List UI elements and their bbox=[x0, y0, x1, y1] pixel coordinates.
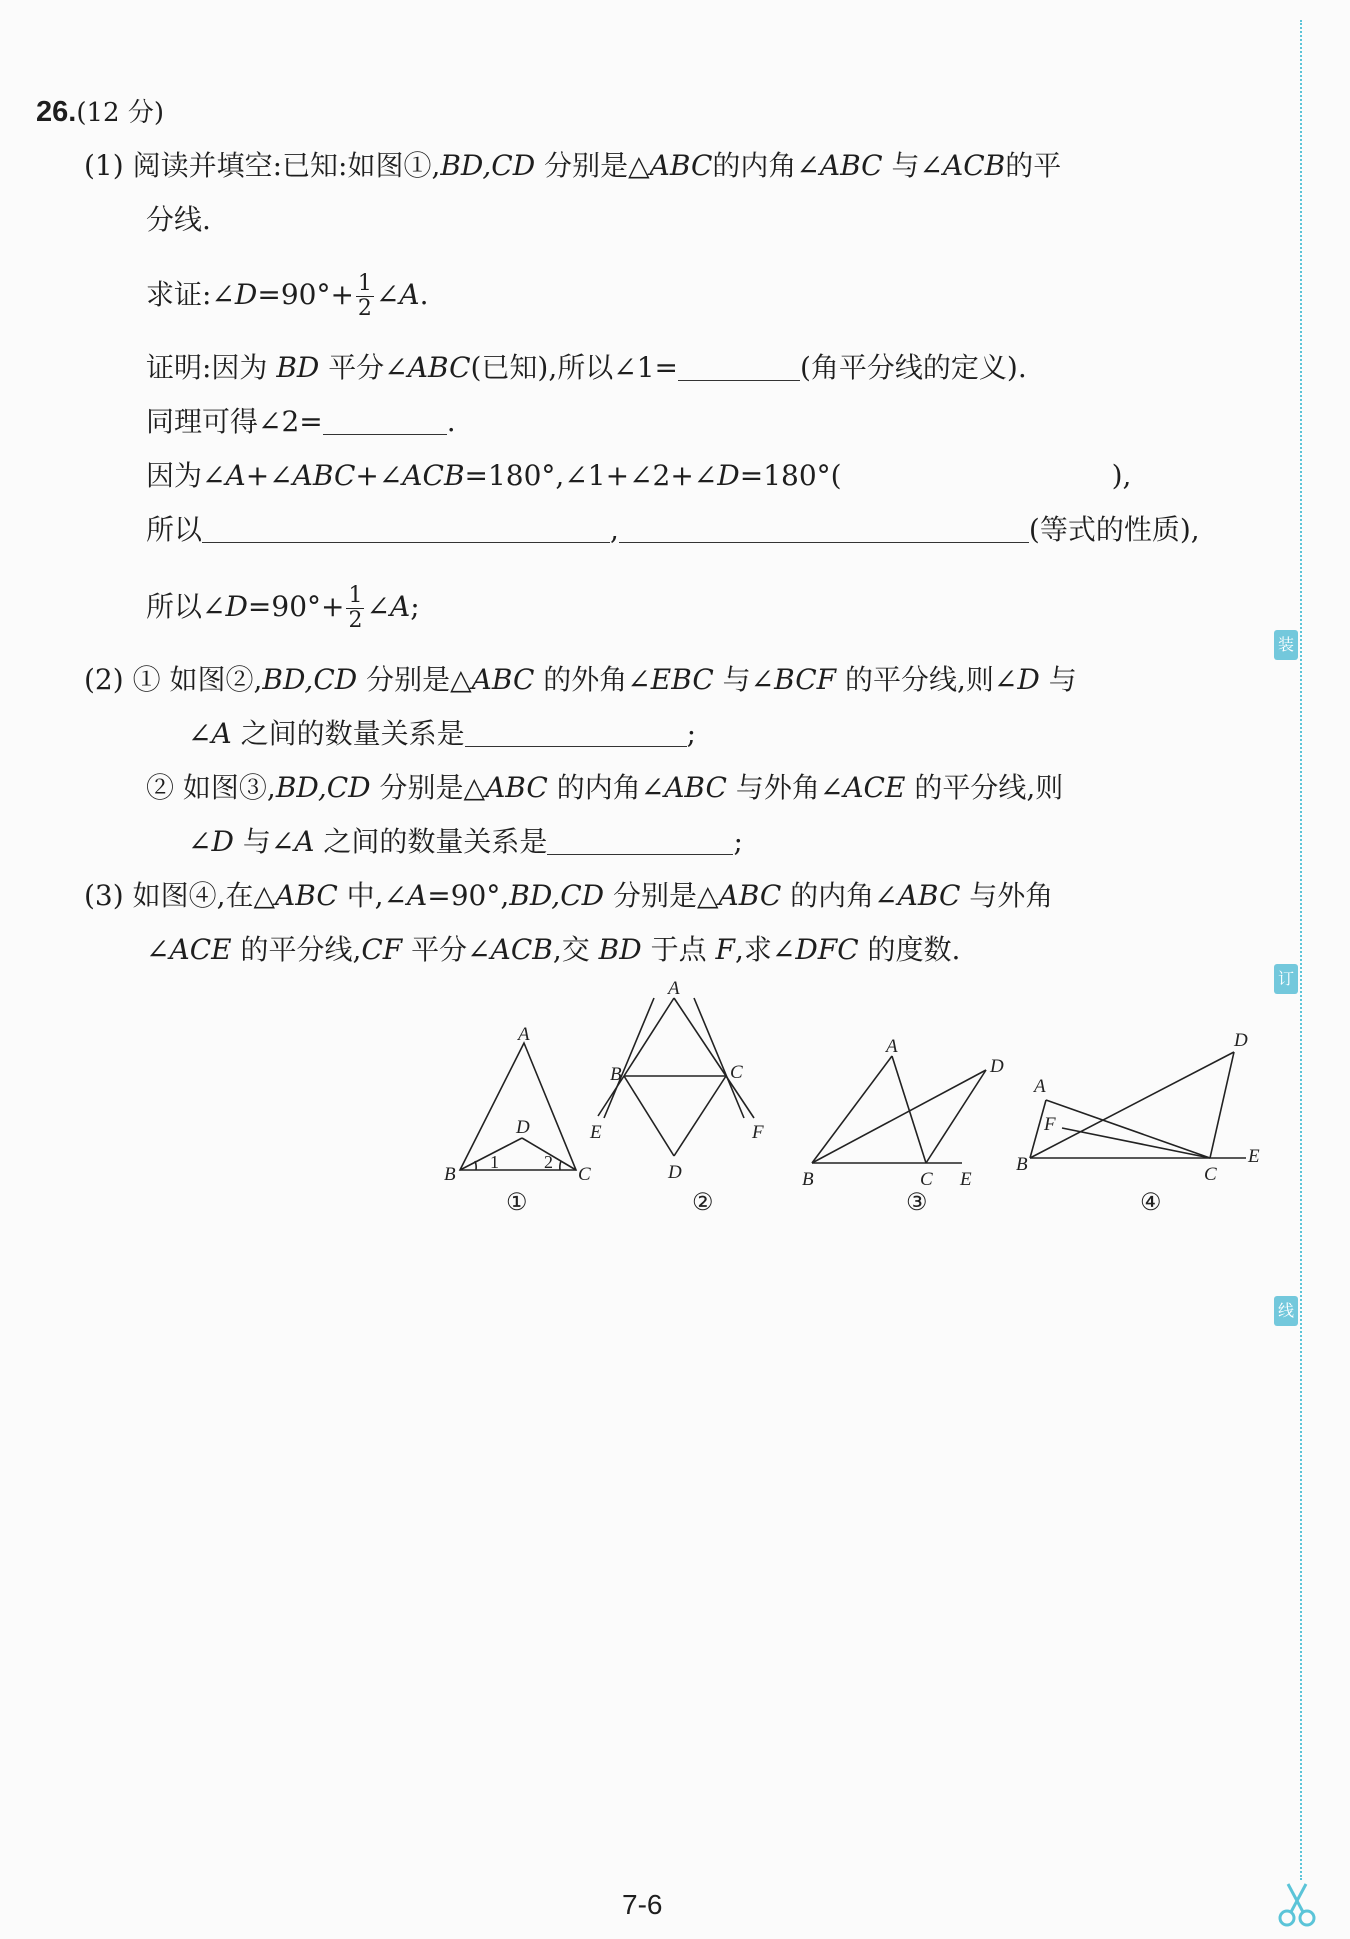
margin-tag-xian: 线 bbox=[1274, 1296, 1298, 1326]
blank-eq2[interactable] bbox=[619, 512, 1029, 543]
fig3-bisector-cd bbox=[926, 1070, 986, 1163]
fig4-label-d: D bbox=[1234, 1030, 1248, 1051]
blank-angle2[interactable] bbox=[323, 404, 447, 435]
question-number: 26.(12 分) bbox=[36, 96, 164, 128]
question-score: (12 分) bbox=[76, 98, 164, 128]
fig2-label-e: E bbox=[590, 1122, 602, 1143]
blank-fig3-relation[interactable] bbox=[547, 824, 733, 855]
figure-1 bbox=[444, 1024, 591, 1216]
fig4-caption: ④ bbox=[1140, 1190, 1162, 1216]
fig1-label-d: D bbox=[516, 1117, 530, 1138]
fig2-label-c: C bbox=[730, 1062, 743, 1083]
fig3-side-ab bbox=[812, 1056, 892, 1163]
fig2-label-f: F bbox=[752, 1122, 764, 1143]
fig2-line-ae bbox=[604, 998, 654, 1118]
fig1-arc2 bbox=[560, 1161, 561, 1170]
margin-tag-ding: 订 bbox=[1274, 964, 1298, 994]
figures-panel bbox=[430, 980, 1270, 1230]
fig4-label-e: E bbox=[1248, 1146, 1260, 1167]
part1-prove: 求证:∠D=90°+ $\frac{1}{2}$ ∠A. bbox=[146, 271, 429, 321]
fig1-angle1: 1 bbox=[490, 1152, 499, 1172]
blank-eq1[interactable] bbox=[202, 512, 610, 543]
figure-2 bbox=[589, 980, 764, 1216]
fig2-label-d: D bbox=[668, 1162, 682, 1183]
part1-same-line: 同理可得∠2= . bbox=[146, 405, 456, 438]
fig2-line-af bbox=[694, 998, 744, 1118]
scissors-icon bbox=[1272, 1880, 1322, 1930]
fig4-label-f: F bbox=[1044, 1114, 1056, 1135]
fig3-side-ac bbox=[892, 1056, 926, 1163]
fig3-label-c: C bbox=[920, 1169, 933, 1190]
figure-3 bbox=[802, 1036, 1004, 1216]
fig4-bisector-cd bbox=[1210, 1052, 1234, 1158]
part2-q2: ② 如图③,BD,CD 分别是△ABC 的内角∠ABC 与外角∠ACE 的平分线,则 bbox=[146, 771, 1064, 804]
fig1-label-b: B bbox=[444, 1164, 456, 1185]
part2-q1: (2) ① 如图②,BD,CD 分别是△ABC 的外角∠EBC 与∠BCF 的平分线,则∠D 与 bbox=[84, 663, 1077, 696]
fig3-label-d: D bbox=[990, 1056, 1004, 1077]
part3-line2: ∠ACE 的平分线,CF 平分∠ACB,交 BD 于点 F,求∠DFC 的度数. bbox=[146, 933, 961, 966]
part2-q1-cont: ∠A 之间的数量关系是 ; bbox=[188, 717, 697, 750]
fig2-label-b: B bbox=[610, 1064, 622, 1085]
fig4-label-a: A bbox=[1034, 1076, 1046, 1097]
fig3-caption: ③ bbox=[906, 1190, 928, 1216]
fig2-caption: ② bbox=[692, 1190, 714, 1216]
fig1-triangle bbox=[460, 1043, 576, 1170]
part3-line1: (3) 如图④,在△ABC 中,∠A=90°,BD,CD 分别是△ABC 的内角∠ABC 与外角 bbox=[84, 879, 1054, 912]
blank-angle1[interactable] bbox=[678, 350, 800, 381]
fig2-bisector-bd bbox=[624, 1076, 674, 1156]
fig3-label-b: B bbox=[802, 1169, 814, 1190]
fig1-caption: ① bbox=[506, 1190, 528, 1216]
fig3-label-e: E bbox=[960, 1169, 972, 1190]
part1-final-line: 所以∠D=90°+ $\frac{1}{2}$ ∠A; bbox=[146, 583, 420, 633]
binding-dotted-line bbox=[1300, 20, 1302, 1880]
fig2-side-ac bbox=[674, 998, 726, 1076]
page-number: 7-6 bbox=[622, 1889, 663, 1920]
fig1-label-a: A bbox=[518, 1024, 530, 1045]
part1-proof-line: 证明:因为 BD 平分∠ABC(已知),所以∠1= (角平分线的定义). bbox=[146, 351, 1027, 384]
fig1-angle2: 2 bbox=[544, 1152, 553, 1172]
part2-q2-cont: ∠D 与∠A 之间的数量关系是 ; bbox=[188, 825, 743, 858]
fig3-label-a: A bbox=[886, 1036, 898, 1057]
fig4-label-c: C bbox=[1204, 1164, 1217, 1185]
part1-since-line: 因为∠A+∠ABC+∠ACB=180°,∠1+∠2+∠D=180°( ), bbox=[146, 459, 1132, 492]
margin-tag-zhuang: 装 bbox=[1274, 630, 1298, 660]
fig4-label-b: B bbox=[1016, 1154, 1028, 1175]
fig2-bisector-cd bbox=[674, 1076, 726, 1156]
fig1-label-c: C bbox=[578, 1164, 591, 1185]
blank-fig2-relation[interactable] bbox=[465, 716, 687, 747]
figure-4 bbox=[1016, 1030, 1260, 1216]
fig3-bisector-bd bbox=[812, 1070, 986, 1163]
part1-intro: (1) 阅读并填空:已知:如图①,BD,CD 分别是△ABC的内角∠ABC 与∠ACB的平 bbox=[84, 149, 1062, 182]
part1-intro-cont: 分线. bbox=[146, 203, 211, 236]
fig2-label-a: A bbox=[668, 980, 680, 999]
part1-so-line: 所以 , (等式的性质), bbox=[146, 513, 1200, 546]
fig1-arc1 bbox=[475, 1161, 476, 1170]
